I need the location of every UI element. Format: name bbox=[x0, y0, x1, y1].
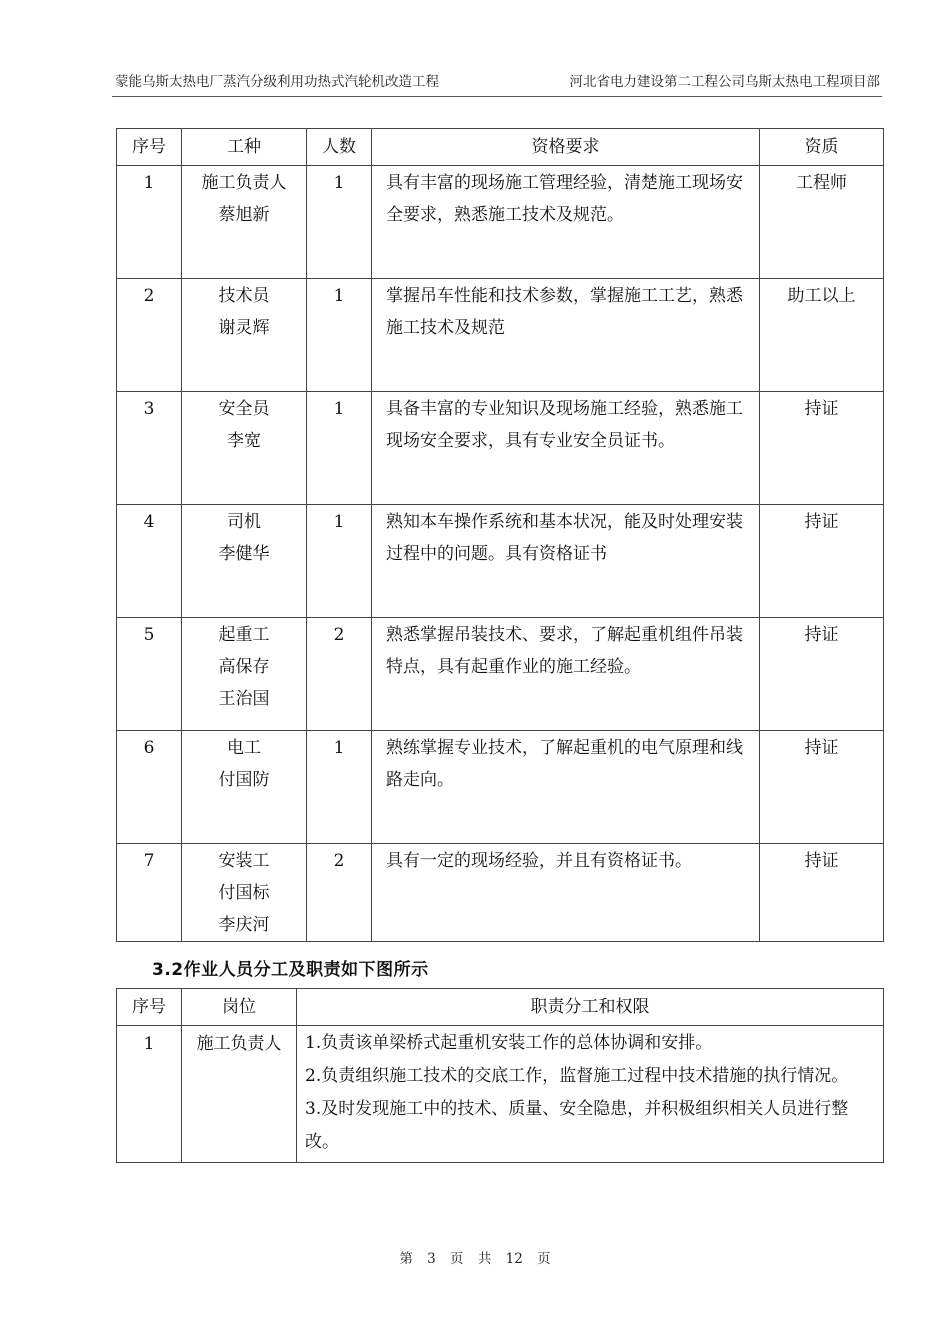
row-duties bbox=[297, 1026, 884, 1163]
row-requirement: 具备丰富的专业知识及现场施工经验，熟悉施工现场安全要求，具有专业安全员证书。 bbox=[372, 392, 760, 505]
role-person: 高保存 bbox=[218, 657, 270, 677]
row-no: 6 bbox=[117, 731, 182, 844]
row-no: 1 bbox=[117, 166, 182, 279]
row-count: 2 bbox=[307, 844, 372, 942]
table-row bbox=[117, 279, 884, 392]
row-no: 3 bbox=[117, 392, 182, 505]
row-role bbox=[182, 279, 307, 392]
row-count: 1 bbox=[307, 731, 372, 844]
row-role bbox=[182, 618, 307, 731]
role-person: 付国防 bbox=[218, 770, 270, 790]
table-row bbox=[117, 166, 884, 279]
row-role bbox=[182, 844, 307, 942]
duties-table-header bbox=[117, 989, 884, 1026]
row-qualification: 工程师 bbox=[760, 166, 884, 279]
row-qualification: 持证 bbox=[760, 731, 884, 844]
row-post: 施工负责人 bbox=[182, 1026, 297, 1163]
role-title: 技术员 bbox=[218, 286, 270, 306]
qualification-table bbox=[116, 128, 884, 942]
role-person: 李宽 bbox=[227, 431, 261, 451]
role-person: 谢灵辉 bbox=[218, 318, 270, 338]
footer-total-word: 共 bbox=[477, 1251, 492, 1267]
row-qualification: 持证 bbox=[760, 505, 884, 618]
role-person: 王治国 bbox=[218, 689, 270, 709]
role-title: 起重工 bbox=[218, 625, 270, 645]
row-count: 1 bbox=[307, 166, 372, 279]
row-no: 7 bbox=[117, 844, 182, 942]
role-title: 施工负责人 bbox=[201, 173, 287, 193]
col-header-role: 工种 bbox=[182, 129, 307, 166]
row-count: 1 bbox=[307, 392, 372, 505]
duty-item: 1.负责该单梁桥式起重机安装工作的总体协调和安排。 bbox=[305, 1033, 713, 1053]
table-row bbox=[117, 618, 884, 731]
table-row bbox=[117, 505, 884, 618]
footer-total-unit: 页 bbox=[537, 1251, 551, 1267]
page-footer bbox=[0, 1247, 950, 1267]
role-title: 安全员 bbox=[218, 399, 270, 419]
row-requirement: 熟练掌握专业技术，了解起重机的电气原理和线路走向。 bbox=[372, 731, 760, 844]
row-qualification: 持证 bbox=[760, 618, 884, 731]
role-title: 安装工 bbox=[218, 851, 270, 871]
footer-page-unit: 页 bbox=[450, 1251, 464, 1267]
header-right-company-name: 河北省电力建设第二工程公司乌斯太热电工程项目部 bbox=[569, 74, 880, 90]
table-row bbox=[117, 392, 884, 505]
header-left-project-name: 蒙能乌斯太热电厂蒸汽分级利用功热式汽轮机改造工程 bbox=[115, 74, 439, 90]
role-person: 李健华 bbox=[218, 544, 270, 564]
row-qualification: 持证 bbox=[760, 392, 884, 505]
section-title: 3.2作业人员分工及职责如下图所示 bbox=[152, 960, 429, 980]
footer-page-word: 第 bbox=[399, 1251, 413, 1267]
role-title: 司机 bbox=[227, 512, 261, 532]
duty-item: 3.及时发现施工中的技术、质量、安全隐患，并积极组织相关人员进行整改。 bbox=[305, 1099, 849, 1152]
col-header-post: 岗位 bbox=[182, 989, 297, 1026]
col-header-qualification: 资质 bbox=[760, 129, 884, 166]
role-person: 李庆河 bbox=[218, 915, 270, 935]
header-divider bbox=[112, 96, 882, 97]
row-requirement: 熟知本车操作系统和基本状况，能及时处理安装过程中的问题。具有资格证书 bbox=[372, 505, 760, 618]
duties-table bbox=[116, 988, 884, 1163]
table-row bbox=[117, 731, 884, 844]
col-header-no: 序号 bbox=[117, 989, 182, 1026]
col-header-duties: 职责分工和权限 bbox=[297, 989, 884, 1026]
row-requirement: 具有丰富的现场施工管理经验，清楚施工现场安全要求，熟悉施工技术及规范。 bbox=[372, 166, 760, 279]
row-role bbox=[182, 731, 307, 844]
row-qualification: 持证 bbox=[760, 844, 884, 942]
row-requirement: 掌握吊车性能和技术参数，掌握施工工艺，熟悉施工技术及规范 bbox=[372, 279, 760, 392]
table-row bbox=[117, 1026, 884, 1163]
duty-item: 2.负责组织施工技术的交底工作，监督施工过程中技术措施的执行情况。 bbox=[305, 1066, 849, 1086]
row-count: 2 bbox=[307, 618, 372, 731]
row-requirement: 具有一定的现场经验，并且有资格证书。 bbox=[372, 844, 760, 942]
row-qualification: 助工以上 bbox=[760, 279, 884, 392]
row-no: 4 bbox=[117, 505, 182, 618]
row-role bbox=[182, 166, 307, 279]
row-role bbox=[182, 392, 307, 505]
footer-page-number: 3 bbox=[427, 1251, 436, 1267]
role-person: 蔡旭新 bbox=[218, 205, 270, 225]
qualification-table-header bbox=[117, 129, 884, 166]
role-person: 付国标 bbox=[218, 883, 270, 903]
table-row bbox=[117, 844, 884, 942]
row-count: 1 bbox=[307, 279, 372, 392]
col-header-count: 人数 bbox=[307, 129, 372, 166]
row-role bbox=[182, 505, 307, 618]
col-header-requirement: 资格要求 bbox=[372, 129, 760, 166]
row-no: 5 bbox=[117, 618, 182, 731]
row-no: 1 bbox=[117, 1026, 182, 1163]
footer-total-pages: 12 bbox=[505, 1251, 523, 1267]
row-count: 1 bbox=[307, 505, 372, 618]
col-header-no: 序号 bbox=[117, 129, 182, 166]
role-title: 电工 bbox=[227, 738, 261, 758]
row-no: 2 bbox=[117, 279, 182, 392]
row-requirement: 熟悉掌握吊装技术、要求，了解起重机组件吊装特点，具有起重作业的施工经验。 bbox=[372, 618, 760, 731]
